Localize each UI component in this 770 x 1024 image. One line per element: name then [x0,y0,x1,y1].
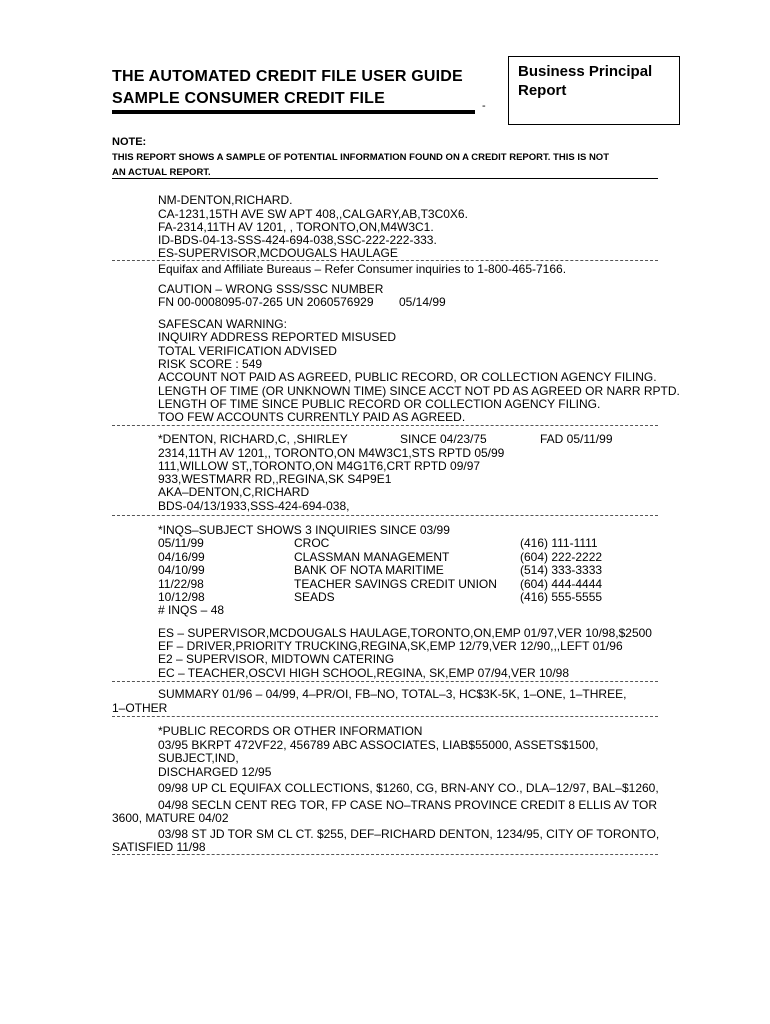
section-divider [112,260,658,261]
safescan-line: LENGTH OF TIME (OR UNKNOWN TIME) SINCE ACCT NOT PD AS AGREED OR NARR RPTD. [158,384,680,398]
inquiry-date: 04/16/99 [158,550,205,564]
public-record-wrap: 3600, MATURE 04/02 [112,811,229,825]
inquiry-name: TEACHER SAVINGS CREDIT UNION [294,577,497,591]
identity-line: CA-1231,15TH AVE SW APT 408,,CALGARY,AB,T3C0X6. [158,207,468,221]
identity-line: ID-BDS-04-13-SSS-424-694-038,SSC-222-222-333. [158,233,437,247]
inquiry-phone: (416) 111-1111 [520,536,598,550]
safescan-line: INQUIRY ADDRESS REPORTED MISUSED [158,330,397,344]
public-record-line: 09/98 UP CL EQUIFAX COLLECTIONS, $1260, CG, BRN-ANY CO., DLA–12/97, BAL–$1260, [158,781,659,795]
inquiry-date: 04/10/99 [158,563,205,577]
subject-line: 111,WILLOW ST,,TORONTO,ON M4G1T6,CRT RPTD 09/97 [158,459,481,473]
summary-line-wrap: 1–OTHER [112,701,168,715]
identity-line: FA-2314,11TH AV 1201, , TORONTO,ON,M4W3C1. [158,220,434,234]
inquiry-phone: (514) 333-3333 [520,563,603,577]
safescan-line: LENGTH OF TIME SINCE PUBLIC RECORD OR COLLECTION AGENCY FILING. [158,397,601,411]
note-text-line2: AN ACTUAL REPORT. [112,167,211,178]
inquiry-name: CLASSMAN MANAGEMENT [294,550,450,564]
safescan-line: SAFESCAN WARNING: [158,317,287,331]
employment-line: E2 – SUPERVISOR, MIDTOWN CATERING [158,652,395,666]
employment-line: ES – SUPERVISOR,MCDOUGALS HAULAGE,TORONTO,ON,EMP 01/97,VER 10/98,$2500 [158,626,652,640]
inquiry-name: SEADS [294,590,335,604]
report-type-line2: Report [518,82,567,99]
inquiry-date: 11/22/98 [158,577,204,591]
safescan-line: RISK SCORE : 549 [158,357,263,371]
subject-line: BDS-04/13/1933,SSS-424-694-038, [158,499,350,513]
note-text-line1: THIS REPORT SHOWS A SAMPLE OF POTENTIAL INFORMATION FOUND ON A CREDIT REPORT. THIS IS NOT [112,152,609,163]
subject-name: *DENTON, RICHARD,C, ,SHIRLEY [158,432,348,446]
inquiry-phone: (416) 555-5555 [520,590,603,604]
section-divider [112,515,658,516]
note-divider [112,178,658,179]
caution-date: 05/14/99 [399,295,446,309]
identity-line: ES-SUPERVISOR,MCDOUGALS HAULAGE [158,246,398,260]
public-record-line: 04/98 SECLN CENT REG TOR, FP CASE NO–TRANS PROVINCE CREDIT 8 ELLIS AV TOR [158,798,658,812]
subject-line: 933,WESTMARR RD,,REGINA,SK S4P9E1 [158,472,392,486]
inquiries-header: *INQS–SUBJECT SHOWS 3 INQUIRIES SINCE 03/99 [158,523,450,537]
section-divider [112,716,658,717]
summary-line: SUMMARY 01/96 – 04/99, 4–PR/OI, FB–NO, TOTAL–3, HC$3K-5K, 1–ONE, 1–THREE, [158,687,627,701]
caution-line: CAUTION – WRONG SSS/SSC NUMBER [158,282,384,296]
subject-line: 2314,11TH AV 1201,, TORONTO,ON M4W3C1,STS RPTD 05/99 [158,446,505,460]
employment-line: EC – TEACHER,OSCVI HIGH SCHOOL,REGINA, SK,EMP 07/94,VER 10/98 [158,666,570,680]
inquiry-date: 10/12/98 [158,590,205,604]
inquiry-name: BANK OF NOTA MARITIME [294,563,444,577]
subject-line: AKA–DENTON,C,RICHARD [158,485,310,499]
inquiry-phone: (604) 222-2222 [520,550,603,564]
subject-since: SINCE 04/23/75 [400,432,487,446]
document-subtitle: SAMPLE CONSUMER CREDIT FILE [112,90,385,107]
public-records-header: *PUBLIC RECORDS OR OTHER INFORMATION [158,724,423,738]
note-label: NOTE: [112,136,147,148]
public-record-wrap: SATISFIED 11/98 [112,840,206,854]
public-record-line: 03/98 ST JD TOR SM CL CT. $255, DEF–RICHARD DENTON, 1234/95, CITY OF TORONTO, [158,827,660,841]
section-divider [112,681,658,682]
identity-line: NM-DENTON,RICHARD. [158,193,293,207]
section-divider [112,425,658,426]
document-title: THE AUTOMATED CREDIT FILE USER GUIDE [112,68,463,85]
report-type-line1: Business Principal [518,63,653,80]
public-record-line: 03/95 BKRPT 472VF22, 456789 ABC ASSOCIATES, LIAB$55000, ASSETS$1500, [158,738,599,752]
public-record-line: DISCHARGED 12/95 [158,765,272,779]
inquiry-name: CROC [294,536,330,550]
dash-mark: - [482,100,486,112]
safescan-line: ACCOUNT NOT PAID AS AGREED, PUBLIC RECORD, OR COLLECTION AGENCY FILING. [158,370,657,384]
report-type-box [508,56,680,125]
employment-line: EF – DRIVER,PRIORITY TRUCKING,REGINA,SK,EMP 12/79,VER 12/90,,,LEFT 01/96 [158,639,623,653]
subject-fad: FAD 05/11/99 [540,432,613,446]
bureau-line: Equifax and Affiliate Bureaus – Refer Consumer inquiries to 1-800-465-7166. [158,262,567,276]
title-underline [112,110,475,114]
caution-file-number: FN 00-0008095-07-265 UN 2060576929 [158,295,374,309]
section-divider [112,854,658,855]
inquiry-phone: (604) 444-4444 [520,577,603,591]
inquiries-count: # INQS – 48 [158,603,225,617]
inquiry-date: 05/11/99 [158,536,204,550]
safescan-line: TOO FEW ACCOUNTS CURRENTLY PAID AS AGREED. [158,410,466,424]
public-record-line: SUBJECT,IND, [158,751,239,765]
safescan-line: TOTAL VERIFICATION ADVISED [158,344,337,358]
